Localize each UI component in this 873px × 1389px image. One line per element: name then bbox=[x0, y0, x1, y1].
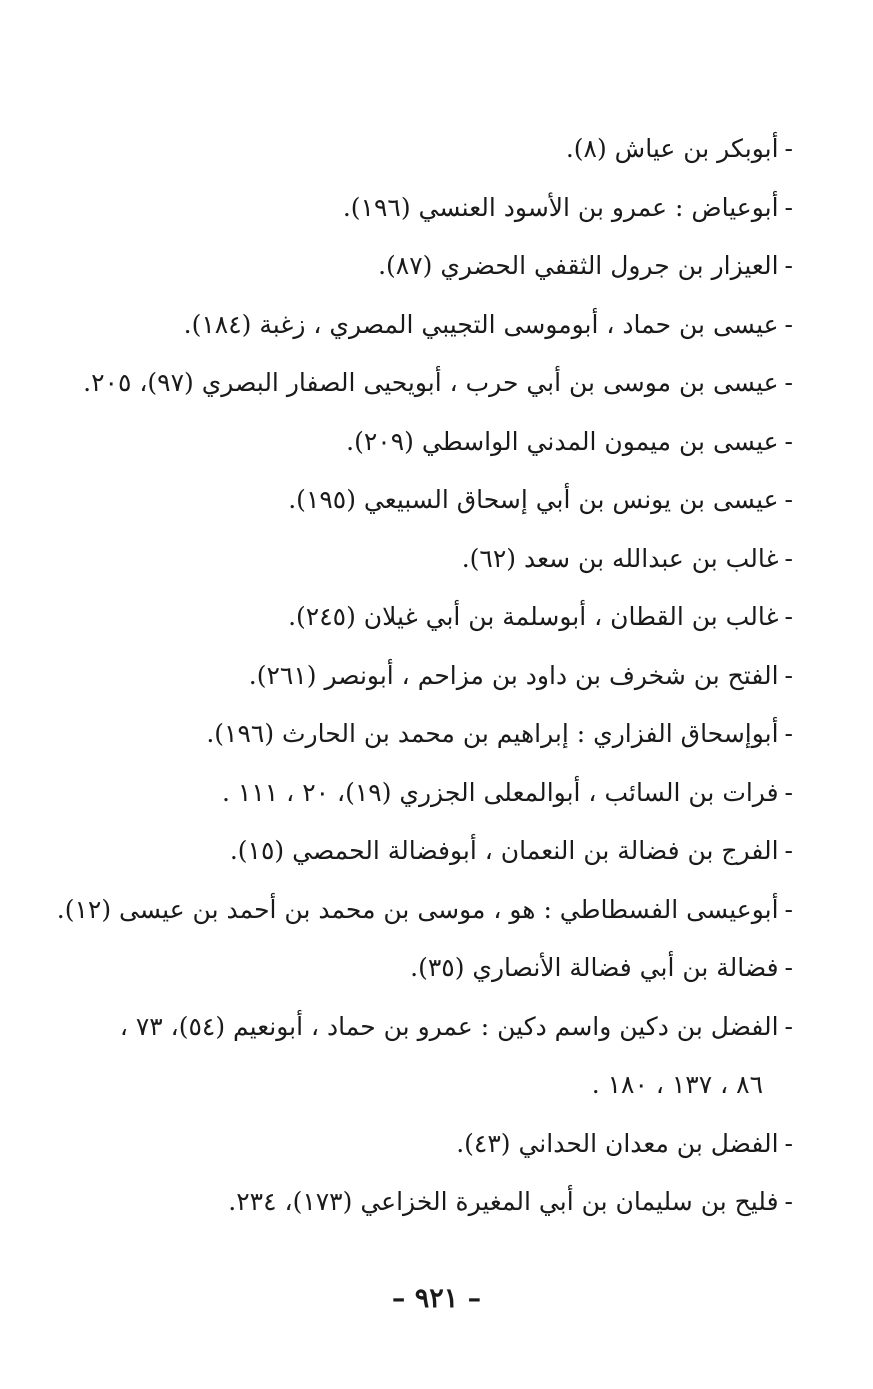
entry-text: فليح بن سليمان بن أبي المغيرة الخزاعي (١٧٣)، ٢٣٤. bbox=[228, 1187, 779, 1216]
index-entry bbox=[73, 530, 793, 589]
entry-text: الفضل بن معدان الحداني (٤٣). bbox=[456, 1128, 779, 1158]
entry-dash: - bbox=[784, 1011, 793, 1041]
index-entry bbox=[73, 1115, 793, 1174]
index-entry bbox=[73, 822, 793, 881]
index-entry bbox=[73, 413, 793, 472]
entry-text: أبوعياض : عمرو بن الأسود العنسي (١٩٦). bbox=[342, 192, 779, 222]
index-entry bbox=[73, 354, 793, 413]
entry-dash: - bbox=[784, 953, 793, 982]
entry-text: الفتح بن شخرف بن داود بن مزاحم ، أبونصر (٢٦١). bbox=[248, 660, 779, 690]
entry-dash: - bbox=[784, 426, 793, 456]
index-entries bbox=[56, 120, 793, 1232]
entry-dash: - bbox=[784, 777, 793, 807]
entry-dash: - bbox=[784, 660, 793, 690]
entry-dash: - bbox=[784, 543, 793, 573]
entry-continuation: ٨٦ ، ١٣٧ ، ١٨٠ . bbox=[591, 1070, 763, 1099]
entry-text: غالب بن القطان ، أبوسلمة بن أبي غيلان (٢٤٥). bbox=[288, 602, 779, 631]
entry-text: الفضل بن دكين واسم دكين : عمرو بن حماد ، أبونعيم (٥٤)، ٧٣ ، bbox=[119, 1011, 779, 1041]
entry-text: عيسى بن ميمون المدني الواسطي (٢٠٩). bbox=[346, 426, 779, 456]
entry-dash: - bbox=[784, 485, 793, 514]
index-entry bbox=[73, 120, 793, 179]
entry-dash: - bbox=[784, 192, 793, 222]
index-entry bbox=[73, 939, 793, 998]
index-entry bbox=[73, 998, 793, 1115]
index-entry bbox=[73, 471, 793, 530]
page-number: – ٩٢١ – bbox=[391, 1283, 482, 1314]
entry-dash: - bbox=[784, 894, 793, 924]
entry-text: فرات بن السائب ، أبوالمعلى الجزري (١٩)، ٢٠ ، ١١١ . bbox=[222, 777, 779, 807]
entry-dash: - bbox=[784, 309, 793, 339]
entry-dash: - bbox=[784, 251, 793, 280]
index-entry bbox=[73, 647, 793, 706]
entry-dash: - bbox=[784, 1128, 793, 1158]
entry-text: العيزار بن جرول الثقفي الحضري (٨٧). bbox=[378, 251, 779, 280]
entry-dash: - bbox=[784, 1187, 793, 1216]
index-entry bbox=[73, 237, 793, 296]
entry-dash: - bbox=[784, 368, 793, 397]
index-entry bbox=[73, 588, 793, 647]
entry-text: أبوإسحاق الفزاري : إبراهيم بن محمد بن الحارث (١٩٦). bbox=[206, 719, 779, 748]
entry-dash: - bbox=[784, 602, 793, 631]
index-entry bbox=[73, 179, 793, 238]
entry-text: غالب بن عبدالله بن سعد (٦٢). bbox=[461, 543, 779, 573]
entry-text: عيسى بن يونس بن أبي إسحاق السبيعي (١٩٥). bbox=[288, 485, 779, 514]
index-entry bbox=[73, 1173, 793, 1232]
entry-text: عيسى بن موسى بن أبي حرب ، أبويحيى الصفار البصري (٩٧)، ٢٠٥. bbox=[83, 368, 779, 397]
index-entry bbox=[73, 296, 793, 355]
entry-dash: - bbox=[784, 836, 793, 865]
entry-text: فضالة بن أبي فضالة الأنصاري (٣٥). bbox=[410, 953, 779, 982]
entry-text: أبوعيسى الفسطاطي : هو ، موسى بن محمد بن أحمد بن عيسى (١٢). bbox=[56, 894, 779, 924]
entry-dash: - bbox=[784, 134, 793, 163]
entry-text: أبوبكر بن عياش (٨). bbox=[565, 134, 779, 163]
entry-text: عيسى بن حماد ، أبوموسى التجيبي المصري ، زغبة (١٨٤). bbox=[183, 309, 779, 339]
index-entry bbox=[73, 764, 793, 823]
entry-dash: - bbox=[784, 719, 793, 748]
entry-text: الفرج بن فضالة بن النعمان ، أبوفضالة الحمصي (١٥). bbox=[229, 836, 779, 865]
index-entry bbox=[73, 705, 793, 764]
index-entry bbox=[56, 881, 793, 940]
